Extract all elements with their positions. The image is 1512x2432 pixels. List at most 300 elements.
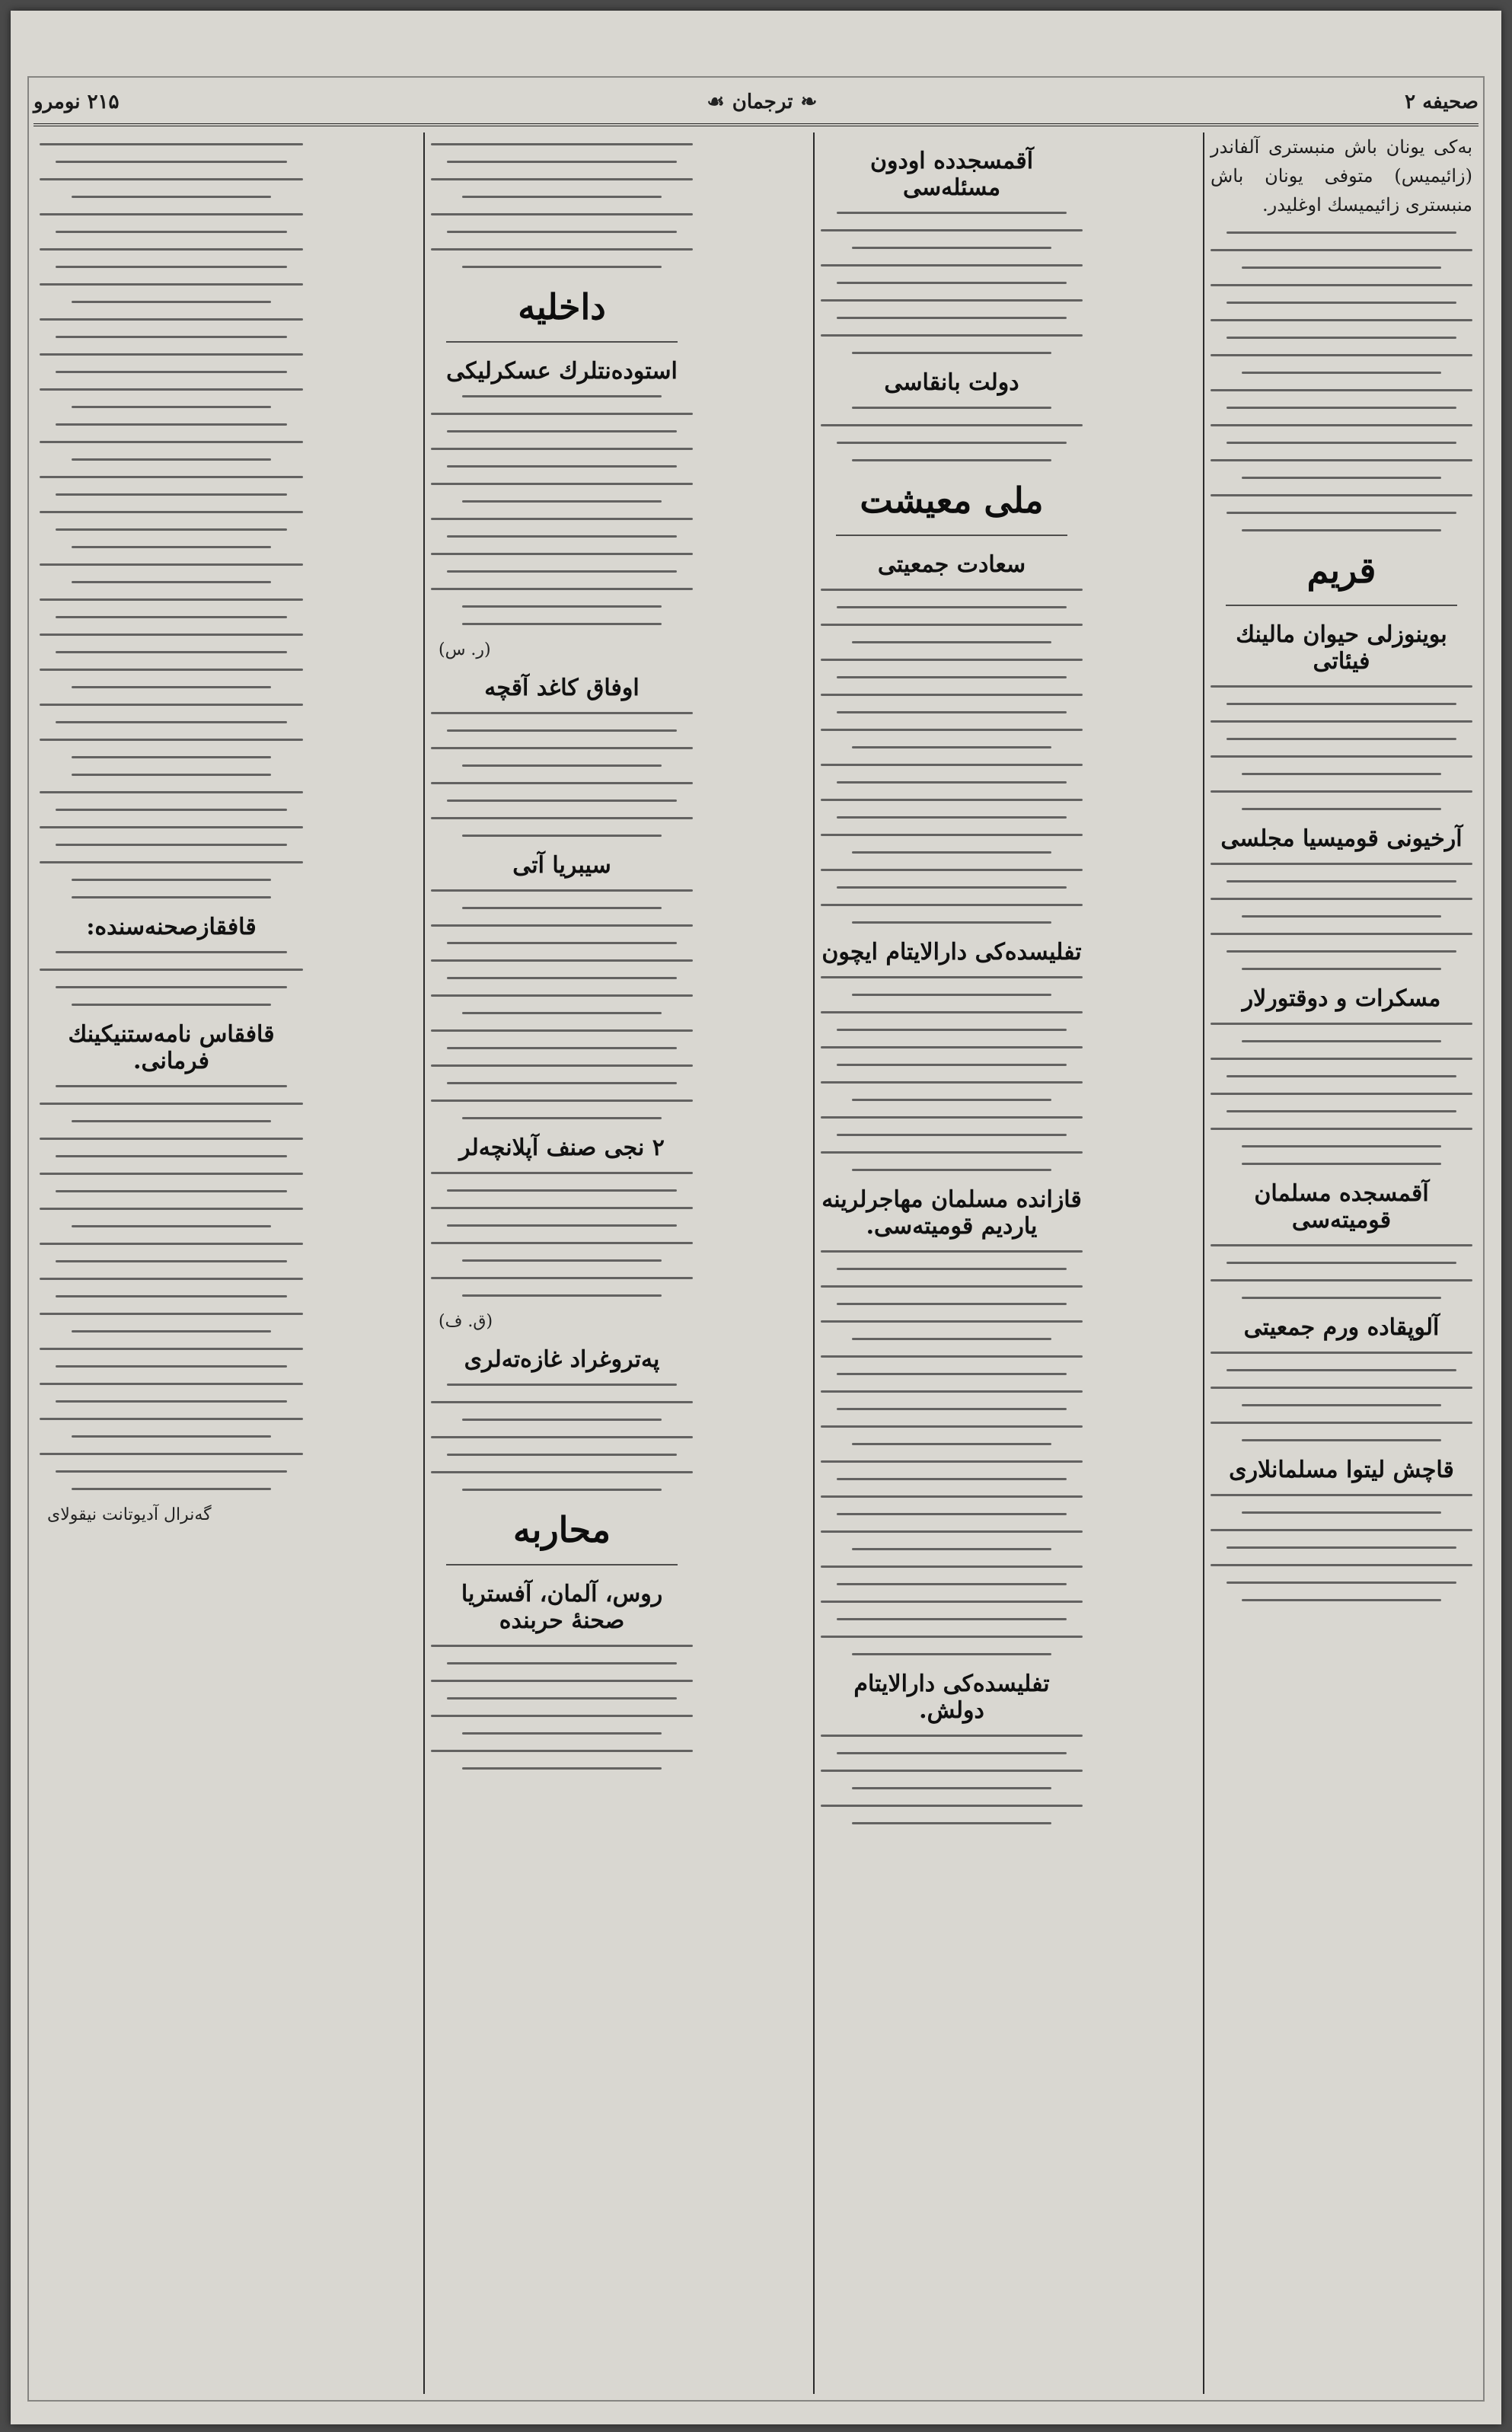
text-line: [837, 1303, 1067, 1305]
text-line: [56, 1155, 287, 1157]
text-line: [821, 1636, 1083, 1638]
text-line: [821, 1081, 1083, 1084]
text-line: [1211, 284, 1472, 286]
illegible-text-block: [431, 395, 693, 625]
text-line: [1242, 266, 1440, 269]
text-line: [837, 1064, 1067, 1066]
text-line: [431, 747, 693, 749]
text-line: [40, 213, 303, 215]
text-line: [447, 1662, 678, 1664]
text-line: [821, 904, 1083, 906]
illegible-text-block: [1211, 1023, 1472, 1165]
text-line: [1242, 1599, 1440, 1601]
text-line: [56, 1295, 287, 1297]
illegible-text-block: [1211, 863, 1472, 970]
text-line: [852, 921, 1051, 924]
text-line: [40, 511, 303, 513]
text-line: [462, 764, 661, 767]
text-line: [431, 712, 693, 714]
text-line: [56, 231, 287, 233]
article-heading: تفلیسده‌كی دارالایتام دولش.: [853, 1671, 1050, 1724]
text-line: [821, 424, 1083, 426]
text-line: [821, 1151, 1083, 1154]
text-line: [431, 1715, 693, 1717]
column-2: [813, 132, 1089, 2394]
illegible-text-block: [821, 589, 1083, 924]
text-line: [431, 518, 693, 520]
text-line: [1211, 685, 1472, 688]
illegible-text-block: [40, 563, 303, 758]
illegible-text-block: [821, 212, 1083, 354]
text-line: [1211, 494, 1472, 496]
text-line: [821, 1565, 1083, 1568]
newspaper-title-block: [707, 91, 817, 113]
text-line: [56, 371, 287, 373]
text-line: [40, 283, 303, 286]
text-line: [431, 924, 693, 927]
illegible-text-block: [1211, 231, 1472, 531]
text-line: [431, 1172, 693, 1174]
text-line: [837, 886, 1067, 889]
illegible-text-block: [40, 143, 303, 408]
text-line: [1227, 738, 1457, 740]
text-line: [56, 1470, 287, 1473]
text-line: [1211, 1422, 1472, 1424]
text-line: [1227, 703, 1457, 705]
text-line: [447, 977, 678, 979]
text-line: [821, 1601, 1083, 1603]
text-line: [56, 528, 287, 531]
column-1: [1203, 132, 1479, 2394]
text-line: [1211, 720, 1472, 723]
section-rule: [446, 1564, 678, 1565]
text-line: [821, 694, 1083, 696]
text-line: [431, 1436, 693, 1438]
article-byline: (ق. ف): [439, 1312, 493, 1331]
newspaper-page: [11, 11, 1501, 2424]
text-line: [1227, 1262, 1457, 1264]
text-line: [462, 1294, 661, 1297]
text-line: [852, 407, 1051, 409]
text-line: [1227, 231, 1457, 234]
text-line: [431, 553, 693, 555]
text-line: [56, 651, 287, 653]
text-line: [40, 353, 303, 356]
text-line: [462, 1259, 661, 1262]
illegible-text-block: [40, 1085, 303, 1490]
text-line: [852, 1169, 1051, 1171]
text-line: [821, 976, 1083, 978]
text-line: [852, 746, 1051, 748]
article-heading: آقمسجده مسلمان قومیته‌سی: [1254, 1180, 1429, 1234]
text-line: [40, 1103, 303, 1105]
illegible-text-block: [431, 1645, 693, 1770]
illegible-text-block: [1211, 1494, 1472, 1601]
text-line: [431, 994, 693, 997]
article-paragraph: بەكی یونان باش منبستری آلفاندر (زائیمیس) متوفی یونان باش منبستری زائیمیسك اوغلیدر.: [1211, 136, 1472, 215]
text-line: [852, 1653, 1051, 1655]
article-heading: اوفاق كاغد آقچه: [484, 675, 640, 701]
text-line: [1242, 1439, 1440, 1441]
text-line: [72, 406, 272, 408]
text-line: [837, 1752, 1067, 1754]
text-line: [1211, 863, 1472, 865]
text-line: [462, 1489, 661, 1491]
text-line: [462, 1012, 661, 1014]
text-line: [56, 1190, 287, 1192]
text-line: [462, 500, 661, 503]
text-line: [852, 1822, 1051, 1824]
text-line: [1211, 1244, 1472, 1246]
text-line: [1242, 372, 1440, 374]
text-line: [40, 476, 303, 478]
text-line: [821, 1390, 1083, 1393]
illegible-text-block: [1211, 685, 1472, 810]
article-heading: بوینوزلی حیوان مالینك فیئاتی: [1236, 621, 1447, 675]
text-line: [72, 546, 272, 548]
text-line: [852, 352, 1051, 354]
illegible-text-block: [821, 407, 1083, 461]
text-line: [40, 704, 303, 706]
text-line: [837, 1618, 1067, 1620]
text-line: [56, 423, 287, 426]
text-line: [821, 1530, 1083, 1533]
text-line: [40, 598, 303, 601]
text-line: [56, 844, 287, 846]
illegible-text-block: [431, 712, 693, 837]
text-line: [1211, 898, 1472, 900]
text-line: [431, 1064, 693, 1067]
text-line: [40, 1208, 303, 1210]
illegible-text-block: [40, 774, 303, 898]
text-line: [56, 721, 287, 723]
text-line: [40, 441, 303, 443]
text-line: [1211, 1279, 1472, 1281]
column-3: [423, 132, 699, 2394]
text-line: [40, 1278, 303, 1280]
article-heading: پەتروغراد غازەتەلری: [464, 1346, 660, 1373]
text-line: [1227, 1075, 1457, 1077]
text-line: [40, 1383, 303, 1385]
text-line: [72, 1330, 272, 1332]
text-line: [431, 782, 693, 784]
ornament-icon: ❧: [800, 91, 818, 113]
illegible-text-block: [431, 143, 693, 268]
text-line: [1227, 512, 1457, 514]
text-line: [1211, 755, 1472, 758]
text-line: [431, 248, 693, 251]
text-line: [837, 1134, 1067, 1136]
text-line: [72, 1225, 272, 1227]
article-heading: روس، آلمان، آفستریا صحنهٔ حربنده: [461, 1581, 663, 1634]
illegible-text-block: [40, 951, 303, 1006]
text-line: [837, 676, 1067, 678]
text-line: [821, 799, 1083, 801]
page-number-label: صحیفه ۲: [1405, 91, 1479, 113]
text-line: [431, 213, 693, 215]
text-line: [447, 1697, 678, 1700]
text-line: [1211, 933, 1472, 935]
text-line: [1242, 808, 1440, 810]
text-line: [821, 1460, 1083, 1463]
text-line: [852, 459, 1051, 461]
text-line: [431, 1029, 693, 1032]
text-line: [431, 448, 693, 450]
text-line: [447, 1454, 678, 1456]
text-line: [431, 483, 693, 485]
text-line: [1211, 1387, 1472, 1389]
text-line: [40, 1173, 303, 1175]
text-line: [837, 781, 1067, 784]
text-line: [56, 951, 287, 953]
text-line: [852, 851, 1051, 854]
text-line: [837, 1408, 1067, 1410]
text-line: [821, 659, 1083, 661]
text-line: [40, 1418, 303, 1420]
text-line: [821, 1805, 1083, 1807]
article-heading: دولت بانقاسی: [884, 369, 1019, 396]
article-heading: قافقاس نامه‌ستنیكینك فرمانی.: [68, 1021, 275, 1074]
text-line: [837, 606, 1067, 608]
text-line: [72, 1120, 272, 1122]
text-line: [40, 248, 303, 251]
text-line: [72, 774, 272, 776]
text-line: [40, 1313, 303, 1315]
text-line: [447, 535, 678, 538]
text-line: [462, 1767, 661, 1770]
article-heading: سعادت جمعیتی: [877, 551, 1026, 578]
text-line: [1211, 1128, 1472, 1130]
text-line: [447, 1224, 678, 1227]
text-line: [1211, 249, 1472, 251]
text-line: [821, 1770, 1083, 1772]
text-line: [1211, 354, 1472, 356]
text-line: [72, 896, 272, 898]
text-line: [72, 458, 272, 461]
text-line: [821, 834, 1083, 836]
article-byline: (ر. س): [439, 640, 491, 659]
text-line: [431, 413, 693, 415]
text-line: [431, 1242, 693, 1244]
text-line: [56, 1260, 287, 1262]
ornament-icon: ☙: [707, 91, 725, 113]
text-line: [56, 266, 287, 268]
text-line: [431, 1680, 693, 1682]
text-line: [1242, 1163, 1440, 1165]
article-byline: گەنرال آدیوتانت نیقولای: [47, 1505, 212, 1524]
text-line: [40, 791, 303, 793]
text-line: [821, 334, 1083, 337]
text-line: [40, 634, 303, 636]
text-line: [462, 1117, 661, 1119]
text-line: [1227, 1581, 1457, 1584]
text-line: [447, 570, 678, 573]
illegible-text-block: [821, 1735, 1083, 1824]
text-line: [447, 161, 678, 163]
text-line: [72, 879, 272, 881]
text-line: [40, 178, 303, 180]
article-heading: آقمسجدده اودون مسئله‌سی: [869, 148, 1034, 201]
text-line: [1242, 529, 1440, 531]
text-line: [1242, 1145, 1440, 1147]
text-line: [431, 1645, 693, 1647]
text-line: [837, 317, 1067, 319]
newspaper-title: ترجمان: [732, 91, 793, 113]
text-line: [837, 711, 1067, 713]
text-line: [1227, 1546, 1457, 1549]
text-line: [821, 1735, 1083, 1737]
text-line: [821, 1250, 1083, 1253]
text-line: [821, 869, 1083, 871]
text-line: [431, 959, 693, 962]
text-line: [462, 907, 661, 909]
text-line: [852, 1099, 1051, 1101]
article-heading: تفلیسده‌كی دارالایتام ایچون: [821, 939, 1082, 965]
text-line: [837, 212, 1067, 214]
text-line: [1227, 302, 1457, 304]
text-line: [821, 264, 1083, 266]
text-line: [821, 1116, 1083, 1119]
illegible-text-block: [431, 1384, 693, 1491]
text-line: [821, 589, 1083, 591]
text-line: [40, 969, 303, 971]
text-line: [56, 161, 287, 163]
text-line: [1242, 968, 1440, 970]
text-line: [1242, 915, 1440, 918]
text-line: [837, 816, 1067, 819]
column-4: [33, 132, 309, 2394]
text-line: [56, 1365, 287, 1368]
section-heading: داخلیه: [518, 286, 606, 327]
section-heading: محاربه: [512, 1509, 611, 1550]
text-line: [1211, 424, 1472, 426]
text-line: [431, 1750, 693, 1752]
text-line: [431, 1207, 693, 1209]
text-line: [462, 835, 661, 837]
text-line: [1242, 477, 1440, 479]
text-line: [462, 623, 661, 625]
text-line: [837, 1268, 1067, 1270]
text-line: [431, 588, 693, 590]
text-line: [837, 1373, 1067, 1375]
text-line: [447, 465, 678, 468]
text-line: [1227, 1110, 1457, 1112]
section-rule: [446, 341, 678, 343]
text-line: [72, 1435, 272, 1438]
article-heading: آرخیونی قومیسیا مجلسی: [1220, 825, 1463, 852]
text-line: [72, 301, 272, 303]
text-line: [821, 1285, 1083, 1288]
text-line: [431, 817, 693, 819]
text-line: [447, 1082, 678, 1084]
article-heading: استوده‌نتلرك عسكرلیكی: [446, 358, 678, 385]
illegible-text-block: [821, 1250, 1083, 1655]
text-line: [821, 1425, 1083, 1428]
text-line: [56, 336, 287, 338]
article-heading: ۲ نجی صنف آپلانچه‌لر: [459, 1135, 665, 1161]
text-line: [447, 1047, 678, 1049]
text-line: [447, 1384, 678, 1386]
article-heading: سیبریا آتی: [512, 852, 611, 879]
text-line: [40, 563, 303, 566]
text-line: [72, 756, 272, 758]
text-line: [447, 430, 678, 432]
text-line: [462, 395, 661, 397]
text-line: [1242, 1040, 1440, 1042]
text-line: [56, 616, 287, 618]
text-line: [56, 986, 287, 988]
illegible-text-block: [40, 423, 303, 548]
illegible-text-block: [431, 1172, 693, 1297]
text-line: [837, 1478, 1067, 1480]
illegible-text-block: [1211, 1244, 1472, 1299]
text-line: [431, 1277, 693, 1279]
text-line: [821, 624, 1083, 626]
text-line: [40, 1138, 303, 1140]
text-line: [431, 1471, 693, 1473]
section-heading: قریم: [1306, 550, 1376, 591]
text-line: [852, 247, 1051, 249]
text-line: [56, 1400, 287, 1403]
text-line: [462, 1732, 661, 1735]
article-heading: قاچش لیتوا مسلمانلاری: [1229, 1457, 1454, 1483]
text-line: [447, 942, 678, 944]
text-line: [72, 1488, 272, 1490]
text-line: [447, 799, 678, 802]
text-line: [837, 1583, 1067, 1585]
text-line: [1211, 1529, 1472, 1531]
text-line: [1211, 1023, 1472, 1025]
text-line: [1227, 337, 1457, 339]
section-heading: ملی معیشت: [860, 480, 1044, 521]
text-line: [462, 1419, 661, 1421]
text-line: [821, 1355, 1083, 1358]
article-heading: آلوپقاده ورم جمعیتی: [1243, 1314, 1440, 1341]
text-line: [837, 442, 1067, 444]
text-line: [462, 605, 661, 608]
text-line: [1227, 1369, 1457, 1371]
text-line: [431, 1401, 693, 1403]
text-line: [1211, 790, 1472, 793]
text-line: [852, 994, 1051, 996]
text-line: [1242, 1511, 1440, 1514]
text-line: [852, 641, 1051, 643]
text-line: [72, 196, 272, 198]
text-line: [1227, 950, 1457, 953]
text-line: [447, 729, 678, 732]
text-line: [431, 143, 693, 145]
text-line: [447, 231, 678, 233]
text-line: [56, 1085, 287, 1087]
article-heading: مسكرات و دوقتورلار: [1242, 985, 1441, 1012]
text-line: [821, 229, 1083, 231]
article-heading: قازانده مسلمان مهاجرلرینه یاردیم قومیته‌سی.: [821, 1186, 1082, 1240]
text-line: [1211, 1058, 1472, 1060]
text-line: [72, 1004, 272, 1006]
text-line: [1242, 773, 1440, 775]
text-line: [40, 1243, 303, 1245]
illegible-text-block: [431, 889, 693, 1119]
issue-number-label: ۲۱۵ نومرو: [33, 91, 120, 113]
text-line: [821, 1495, 1083, 1498]
text-line: [1211, 389, 1472, 391]
article-heading: قافقازصحنه‌سنده:: [86, 914, 257, 940]
text-line: [431, 889, 693, 892]
illegible-text-block: [821, 976, 1083, 1171]
text-line: [1211, 1494, 1472, 1496]
text-line: [852, 1548, 1051, 1550]
text-line: [821, 1320, 1083, 1323]
